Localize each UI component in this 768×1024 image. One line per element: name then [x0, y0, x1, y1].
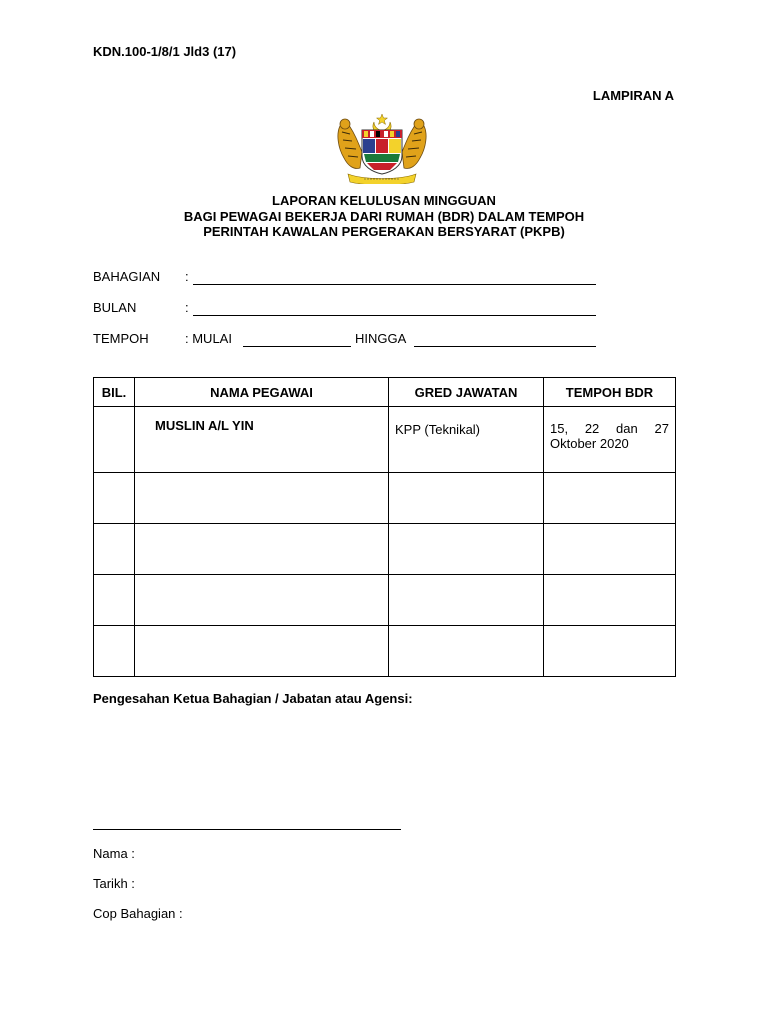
- header-bdr-period: TEMPOH BDR: [544, 378, 676, 407]
- officer-name-cell[interactable]: [135, 473, 389, 524]
- end-date-field[interactable]: [414, 346, 596, 347]
- bdr-period-cell[interactable]: [544, 575, 676, 626]
- grade-cell[interactable]: [389, 626, 544, 677]
- grade-cell[interactable]: KPP (Teknikal): [389, 407, 544, 473]
- grade-cell[interactable]: [389, 473, 544, 524]
- period-line-2: Oktober 2020: [550, 436, 629, 451]
- title-line-1: LAPORAN KELULUSAN MINGGUAN: [272, 193, 496, 208]
- coat-of-arms-icon: [334, 112, 430, 184]
- date-label: Tarikh :: [93, 876, 135, 891]
- start-label: : MULAI: [185, 331, 232, 346]
- officer-name-cell[interactable]: [135, 524, 389, 575]
- table-row: [94, 626, 676, 677]
- table-row: [94, 575, 676, 626]
- officer-name-cell[interactable]: MUSLIN A/L YIN: [135, 407, 389, 473]
- bdr-period-cell[interactable]: [544, 524, 676, 575]
- row-no-cell[interactable]: [94, 626, 135, 677]
- grade-cell[interactable]: [389, 575, 544, 626]
- period-word: 22: [584, 421, 600, 436]
- officer-name-cell[interactable]: [135, 575, 389, 626]
- table-row: [94, 473, 676, 524]
- header-no: BIL.: [94, 378, 135, 407]
- month-label: BULAN: [93, 300, 137, 315]
- month-field[interactable]: [193, 315, 596, 316]
- grade-cell[interactable]: [389, 524, 544, 575]
- row-no-cell[interactable]: [94, 473, 135, 524]
- title-line-3: PERINTAH KAWALAN PERGERAKAN BERSYARAT (PKPB): [203, 224, 565, 239]
- division-label: BAHAGIAN: [93, 269, 161, 284]
- signature-line[interactable]: [93, 829, 401, 830]
- period-word: 27: [654, 421, 669, 436]
- until-label: HINGGA: [355, 331, 407, 346]
- header-grade: GRED JAWATAN: [389, 378, 544, 407]
- name-label: Nama :: [93, 846, 135, 861]
- officer-name-cell[interactable]: [135, 626, 389, 677]
- table-row: [94, 407, 676, 473]
- period-word: dan: [616, 421, 638, 436]
- row-no-cell[interactable]: [94, 524, 135, 575]
- title-line-2: BAGI PEWAGAI BEKERJA DARI RUMAH (BDR) DALAM TEMPOH: [183, 208, 585, 224]
- annex-label: LAMPIRAN A: [592, 88, 674, 103]
- division-field[interactable]: [193, 284, 596, 285]
- period-line-1: [550, 421, 669, 436]
- row-no-cell[interactable]: [94, 407, 135, 473]
- reference-number: KDN.100-1/8/1 Jld3 (17): [93, 44, 237, 59]
- start-date-field[interactable]: [243, 346, 351, 347]
- report-title: [0, 193, 768, 240]
- row-no-cell[interactable]: [94, 575, 135, 626]
- bdr-period-cell[interactable]: [544, 407, 676, 473]
- stamp-label: Cop Bahagian :: [93, 906, 183, 921]
- table-row: [94, 524, 676, 575]
- period-word: 15,: [550, 421, 569, 436]
- header-officer-name: NAMA PEGAWAI: [135, 378, 389, 407]
- bdr-period-cell[interactable]: [544, 473, 676, 524]
- confirmation-heading: Pengesahan Ketua Bahagian / Jabatan atau Agensi:: [93, 691, 413, 706]
- month-colon: :: [185, 300, 189, 315]
- period-label: TEMPOH: [93, 331, 149, 346]
- bdr-period-cell[interactable]: [544, 626, 676, 677]
- division-colon: :: [185, 269, 189, 284]
- table-header-row: [94, 378, 676, 407]
- approval-table: [93, 377, 676, 677]
